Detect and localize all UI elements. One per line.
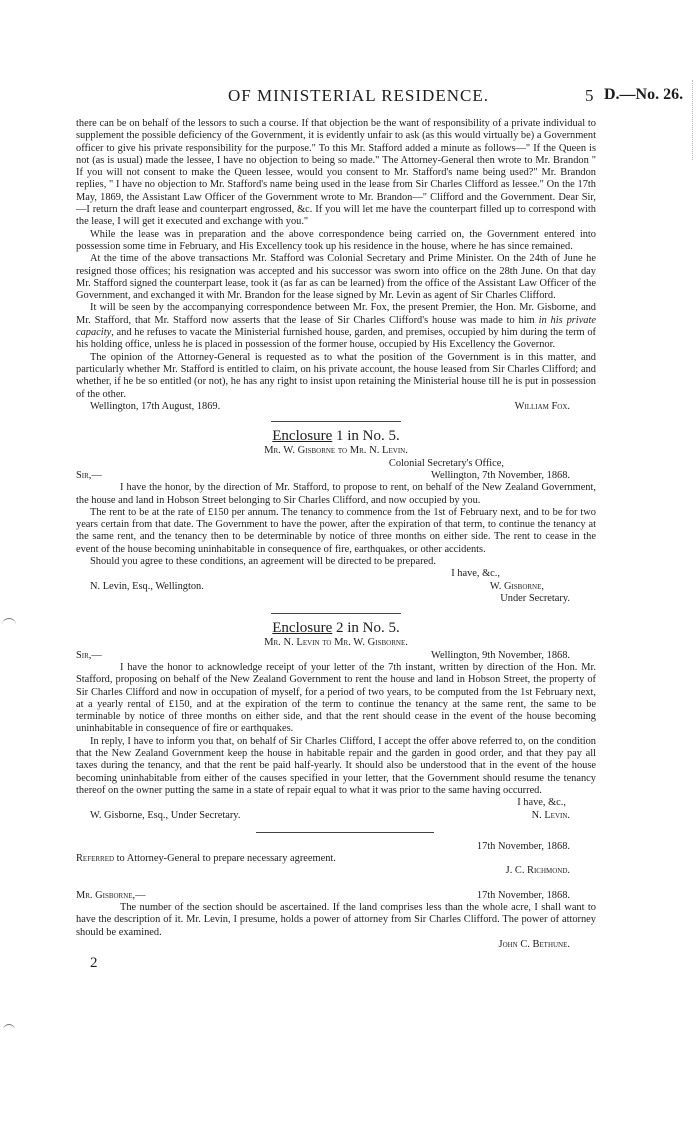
memo-paragraph: The opinion of the Attorney-General is requested as to what the position of the Government is in this matter, and particularly whether Mr. Stafford is entitled to claim, on his private account, the house leased from Sir Charles Clifford; and whether, if he be so entitled (or not), he has any right to insist upon retaining the Ministerial house till he is put in possession of the other. [76,351,596,400]
minute-2-text: The number of the section should be ascertained. If the land comprises less than the whole acre, I shall want to have the description of it. Mr. Levin, I presume, holds a power of attorney from Sir Charles Clifford. The power of attorney should be examined. [76,902,596,938]
enclosure-1-salutation-row [76,470,596,482]
memo-place-date: Wellington, 17th August, 1869. [90,400,221,412]
minute-1-signature: J. C. Richmond. [505,865,570,877]
enclosure-number: 2 in No. 5. [332,620,400,637]
letter-recipient: W. Gisborne, Esq., Under Secretary. [90,809,241,821]
letter-signature: W. Gisborne, [489,580,544,592]
minute-2-header [76,890,596,902]
memo-paragraph: At the time of the above transactions Mr. Stafford was Colonial Secretary and Prime Minister. On the 24th of June he resigned those offices; his resignation was accepted and his successor was sworn into office on the 28th June. On that day Mr. Stafford signed the counterpart lease, took it (as far as can be learned) from the office of the Assistant Law Officer of the Government, and exchanged it with Mr. Brandon for the lease signed by Mr. Levin as agent of Sir Charles Clifford. [76,253,596,302]
enclosure-word: Enclosure [272,620,333,637]
memo-text: , and he refuses to vacate the Ministerial furnished house, garden, and premises, occupied by him during the term of his holding office, unless he is placed in possession of the former house, occupied by His Excellency the Governor. [76,327,596,351]
letter-paragraph: Should you agree to these conditions, an agreement will be directed to be prepared. [90,556,436,567]
minute-1-body: to Attorney-General to prepare necessary agreement. [114,853,336,865]
letter-date: Wellington, 9th November, 1868. [431,649,570,661]
memo-text: It will be seen by the accompanying correspondence between Mr. Fox, the present Premier, the Hon. Mr. Gisborne, and Mr. Stafford, that Mr. Stafford now asserts that the lease of Sir Charles Clifford's house was made to him [76,302,596,326]
section-divider [271,421,401,422]
document-reference: D.—No. 26. [604,86,684,103]
enclosure-1-office: Colonial Secretary's Office, [388,457,504,469]
margin-mark [3,1024,15,1033]
section-divider [271,613,401,614]
enclosure-word: Enclosure [272,428,333,445]
signature-title: Under Secretary. [500,592,570,604]
memo-signature: William Fox. [514,400,570,412]
letter-closing: I have, &c., [517,797,566,809]
document-body [76,118,596,970]
letter-closing: I have, &c., [451,568,500,580]
memo-signoff [76,401,596,413]
minute-1-lead-word: Referred [76,853,115,865]
letter-paragraph: I have the honor to acknowledge receipt of your letter of the 7th instant, written by direction of the Hon. Mr. Stafford, proposing on behalf of the New Zealand Government to rent the house and land in Hobson Street, the property of Sir Charles Clifford and now in occupation of myself, for a period of two years, to be computed from the 1st February next, at a yearly rental of £150, and at the expiration of the term to continue the tenancy at the same rent, the same to be terminable by notice of three months on either side, and that the rent should cease in the event of the house becoming uninhabitable in consequence of fire or earthquakes. [76,661,596,735]
salutation: Sir,— [76,649,102,661]
minute-1-text [76,853,596,865]
memo-paragraph: While the lease was in preparation and the above correspondence being carried on, the Government entered into possession some time in February, and His Excellency took up his residence in the house, where he has since remained. [76,228,596,252]
minute-2-signature: John C. Bethune. [498,938,570,950]
letter-recipient: N. Levin, Esq., Wellington. [90,580,204,592]
enclosure-number: 1 in No. 5. [332,428,400,445]
salutation: Sir,— [76,469,102,481]
letter-signoff [76,581,596,593]
enclosure-1-title [76,428,596,445]
enclosure-2-title [76,620,596,637]
letter-signoff [76,810,596,822]
letter-signature: N. Levin. [531,809,570,821]
memo-paragraph: there can be on behalf of the lessors to such a course. If that objection be the want of responsibility of a private individual to supplement the possible deficiency of the Government, it is evidently unfair to ask (as this would virtually be) a Government officer to give his private responsibility for the purpose." To this Mr. Stafford added a minute as follows—" If the Queen is not (as is usual) made the lessee, I have no objection to being so made." The Attorney-General then wrote to Mr. Brandon " If you will not consent to make the Queen lessee, would you consent to Mr. Stafford's name being used?" Mr. Brandon replies, " I have no objection to Mr. Stafford's name being used in the lease from Sir Charles Clifford as lessee." On the 17th May, 1869, the Assistant Law Officer of the Government wrote to Mr. Brandon—" Clifford and the Government. Dear Sir,—I return the draft lease and counterpart engrossed, &c. If you will let me have the counterpart filled up to correspond with the lease, I will get it executed and exchange with you." [76,118,596,228]
page-number: 5 [585,86,594,105]
letter-paragraph: The rent to be at the rate of £150 per annum. The tenancy to commence from the 1st of February next, and to be for two years certain from that date. The Government to have the power, after the expiration of that term, to continue the tenancy at the same rent, and the tenancy then to be determinable by notice of three months on either side. The rent to cease in the event of the house becoming uninhabitable in consequence of fire, earthquakes, or other accidents. [76,506,596,555]
enclosure-2-salutation-row [76,650,596,662]
letter-paragraph: I have the honor, by the direction of Mr. Stafford, to propose to rent, on behalf of the New Zealand Government, the house and land in Hobson Street belonging to Sir Charles Clifford, and now occupied by you. [76,482,596,506]
minute-2-date: 17th November, 1868. [476,889,570,901]
enclosure-1-subtitle: Mr. W. Gisborne to Mr. N. Levin. [264,445,408,457]
memo-italic-text: in his private capacity [76,314,596,339]
letter-paragraph: In reply, I have to inform you that, on behalf of Sir Charles Clifford, I accept the offer above referred to, on the condition that the New Zealand Government keep the house in habitable repair and the garden in good order, and that they pay all taxes during the tenancy, and that the rent be paid half-yearly. It should also be understood that in the event of the house becoming uninhabitable from either of the causes specified in your letter, that the Government should resume the tenancy thereof on the owner putting the same in a state of repair equal to what it was prior to the same having occurred. [76,735,596,796]
folio-number: 2 [90,955,98,972]
memo-paragraph [76,302,596,351]
running-title: OF MINISTERIAL RESIDENCE. [228,86,489,105]
minute-2-salutation: Mr. Gisborne,— [76,889,146,901]
margin-mark [2,618,16,627]
minute-1-date: 17th November, 1868. [476,840,570,852]
enclosure-2-subtitle: Mr. N. Levin to Mr. W. Gisborne. [264,637,408,649]
running-header [0,86,700,108]
letter-date: Wellington, 7th November, 1868. [431,469,570,481]
